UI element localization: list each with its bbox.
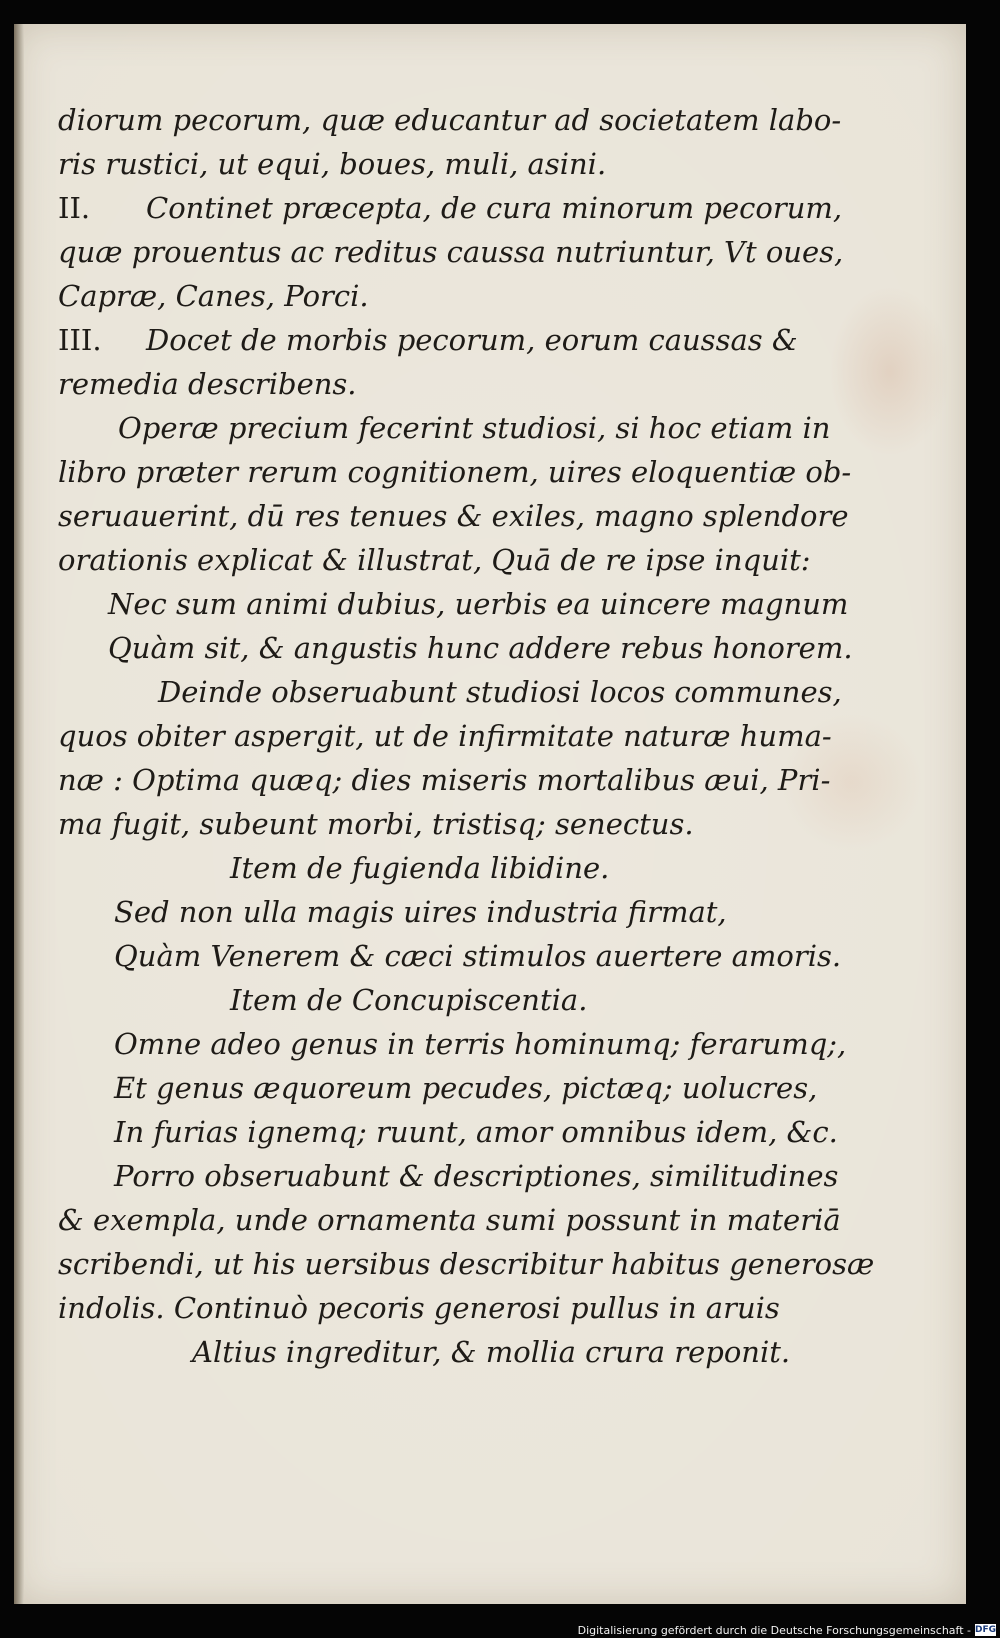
book-page (14, 24, 966, 1604)
page-edge (14, 24, 24, 1604)
paragraph-start-line: Operæ precium fecerint studiosi, si hoc etiam in (118, 411, 831, 445)
text-line: III. Docet de morbis pecorum, eorum caussas & (58, 318, 818, 362)
verse-line: Quàm Venerem & cæci stimulos auertere amoris. (114, 939, 842, 973)
page-text-block (58, 98, 875, 1374)
text-line: ris rustici, ut equi, boues, muli, asini. (58, 147, 607, 181)
text-line: Capræ, Canes, Porci. (58, 279, 369, 313)
text-line: remedia describens. (58, 367, 357, 401)
text-line: quæ prouentus ac reditus caussa nutriuntur, Vt oues, (58, 235, 844, 269)
digitization-footer (577, 1622, 1000, 1638)
text-line: & exempla, unde ornamenta sumi possunt in materiā (58, 1203, 841, 1237)
verse-line: Sed non ulla magis uires industria firmat, (114, 895, 727, 929)
subheading-line: Item de Concupiscentia. (230, 983, 588, 1017)
section-numeral: II. (58, 191, 91, 225)
text-line: seruauerint, dū res tenues & exiles, magno splendore (58, 499, 849, 533)
section-numeral: III. (58, 323, 102, 357)
verse-line: Quàm sit, & angustis hunc addere rebus honorem. (108, 631, 853, 665)
text-line: ma fugit, subeunt morbi, tristisq; senectus. (58, 807, 694, 841)
text-line: indolis. Continuò pecoris generosi pullus in aruis (58, 1291, 780, 1325)
text-line: quos obiter aspergit, ut de infirmitate naturæ huma- (58, 719, 832, 753)
funding-credit-text: Digitalisierung gefördert durch die Deutsche Forschungsgemeinschaft - (577, 1623, 971, 1637)
paragraph-start-line: Deinde obseruabunt studiosi locos communes, (158, 675, 842, 709)
text-line: diorum pecorum, quæ educantur ad societatem labo- (58, 103, 842, 137)
paragraph-start-line: Porro obseruabunt & descriptiones, similitudines (114, 1159, 839, 1193)
text-line: scribendi, ut his uersibus describitur habitus generosæ (58, 1247, 875, 1281)
verse-line: Altius ingreditur, & mollia crura reponit. (192, 1335, 791, 1369)
verse-line: Nec sum animi dubius, uerbis ea uincere magnum (108, 587, 849, 621)
text-line: næ : Optima quæq; dies miseris mortalibus æui, Pri- (58, 763, 831, 797)
dfg-logo: DFG (974, 1625, 996, 1635)
text-line: libro præter rerum cognitionem, uires eloquentiæ ob- (58, 455, 852, 489)
verse-line: In furias ignemq; ruunt, amor omnibus idem, &c. (114, 1115, 838, 1149)
subheading-line: Item de fugienda libidine. (230, 851, 610, 885)
verse-line: Et genus æquoreum pecudes, pictæq; uolucres, (114, 1071, 818, 1105)
text-line: II. Continet præcepta, de cura minorum pecorum, (58, 186, 818, 230)
verse-line: Omne adeo genus in terris hominumq; ferarumq;, (114, 1027, 847, 1061)
text-line: orationis explicat & illustrat, Quā de re ipse inquit: (58, 543, 811, 577)
